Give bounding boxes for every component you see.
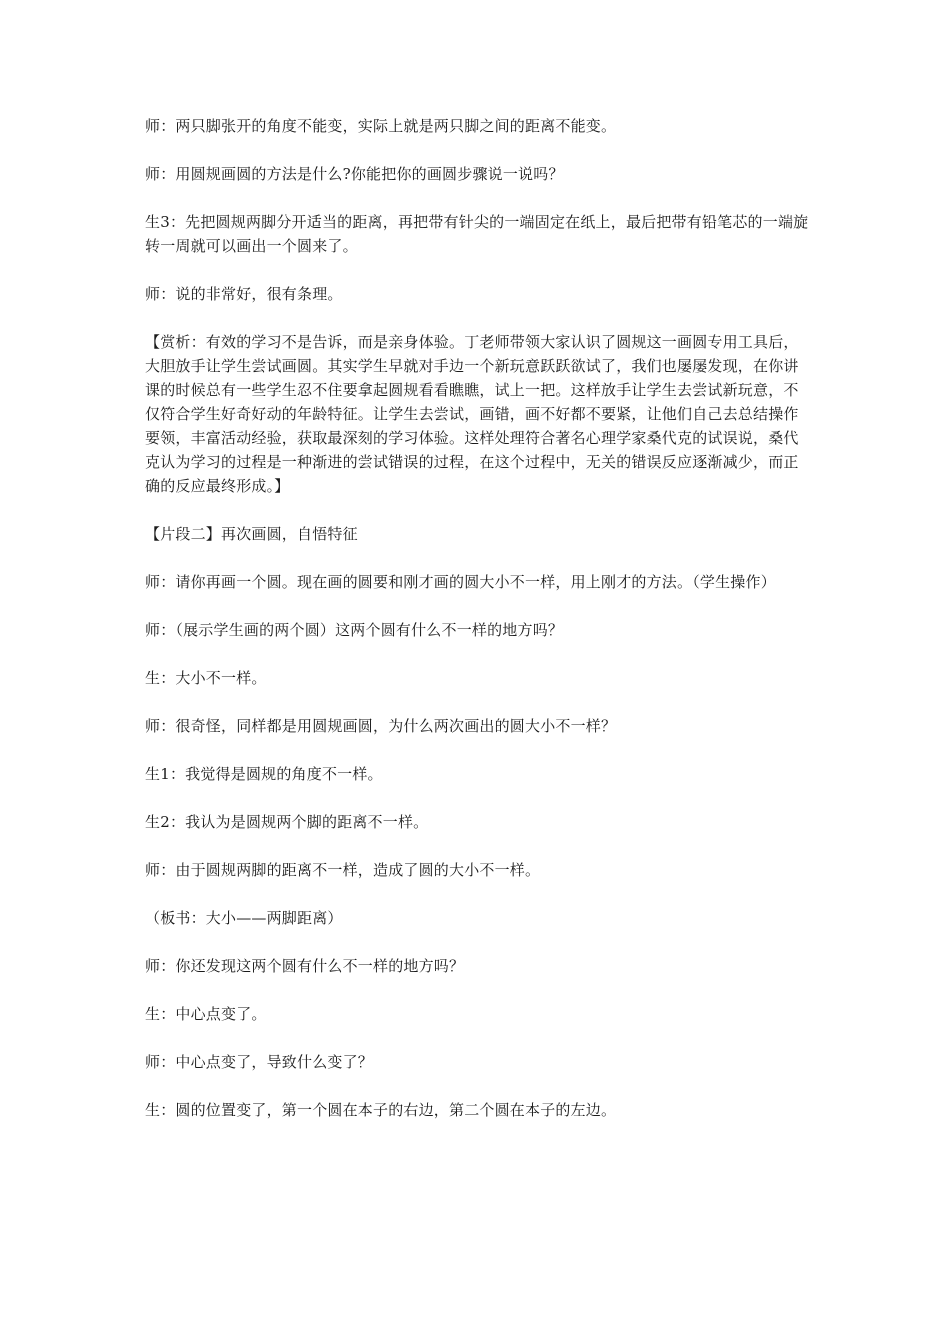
paragraph-17: 师：中心点变了，导致什么变了？ xyxy=(145,1053,374,1071)
document-body xyxy=(145,114,810,1122)
paragraph-10: 师：很奇怪，同样都是用圆规画圆，为什么两次画出的圆大小不一样？ xyxy=(145,717,617,735)
paragraph-8: 师：（展示学生画的两个圆）这两个圆有什么不一样的地方吗？ xyxy=(145,621,564,639)
paragraph-2: 师：用圆规画圆的方法是什么?你能把你的画圆步骤说一说吗？ xyxy=(145,165,564,183)
paragraph-16: 生：中心点变了。 xyxy=(145,1005,267,1023)
paragraph-18: 生：圆的位置变了，第一个圆在本子的右边，第二个圆在本子的左边。 xyxy=(145,1101,617,1119)
paragraph-3: 生3：先把圆规两脚分开适当的距离，再把带有针尖的一端固定在纸上，最后把带有铅笔芯的一端旋转一周就可以画出一个圆来了。 xyxy=(145,213,809,255)
paragraph-1: 师：两只脚张开的角度不能变，实际上就是两只脚之间的距离不能变。 xyxy=(145,117,617,135)
paragraph-7: 师：请你再画一个圆。现在画的圆要和刚才画的圆大小不一样，用上刚才的方法。（学生操作） xyxy=(145,573,776,591)
board-note: （板书：大小——两脚距离） xyxy=(145,909,343,927)
paragraph-12: 生2：我认为是圆规两个脚的距离不一样。 xyxy=(145,813,429,831)
section-heading: 【片段二】再次画圆，自悟特征 xyxy=(145,525,358,543)
paragraph-4: 师：说的非常好，很有条理。 xyxy=(145,285,343,303)
paragraph-11: 生1：我觉得是圆规的角度不一样。 xyxy=(145,765,383,783)
appreciation-paragraph: 【赏析：有效的学习不是告诉，而是亲身体验。丁老师带领大家认识了圆规这一画圆专用工具后，大胆放手让学生尝试画圆。其实学生早就对手边一个新玩意跃跃欲试了，我们也屡屡发现，在你讲课的时候总有一些学生忍不住要拿起圆规看看瞧瞧，试上一把。这样放手让学生去尝试新玩意，不仅符合学生好奇好动的年龄特征。让学生去尝试，画错，画不好都不要紧，让他们自己去总结操作要领，丰富活动经验，获取最深刻的学习体验。这样处理符合著名心理学家桑代克的试误说，桑代克认为学习的过程是一种渐进的尝试错误的过程，在这个过程中，无关的错误反应逐渐减少，而正确的反应最终形成。】 xyxy=(145,333,799,495)
paragraph-15: 师：你还发现这两个圆有什么不一样的地方吗？ xyxy=(145,957,465,975)
paragraph-13: 师：由于圆规两脚的距离不一样，造成了圆的大小不一样。 xyxy=(145,861,541,879)
paragraph-9: 生：大小不一样。 xyxy=(145,669,267,687)
